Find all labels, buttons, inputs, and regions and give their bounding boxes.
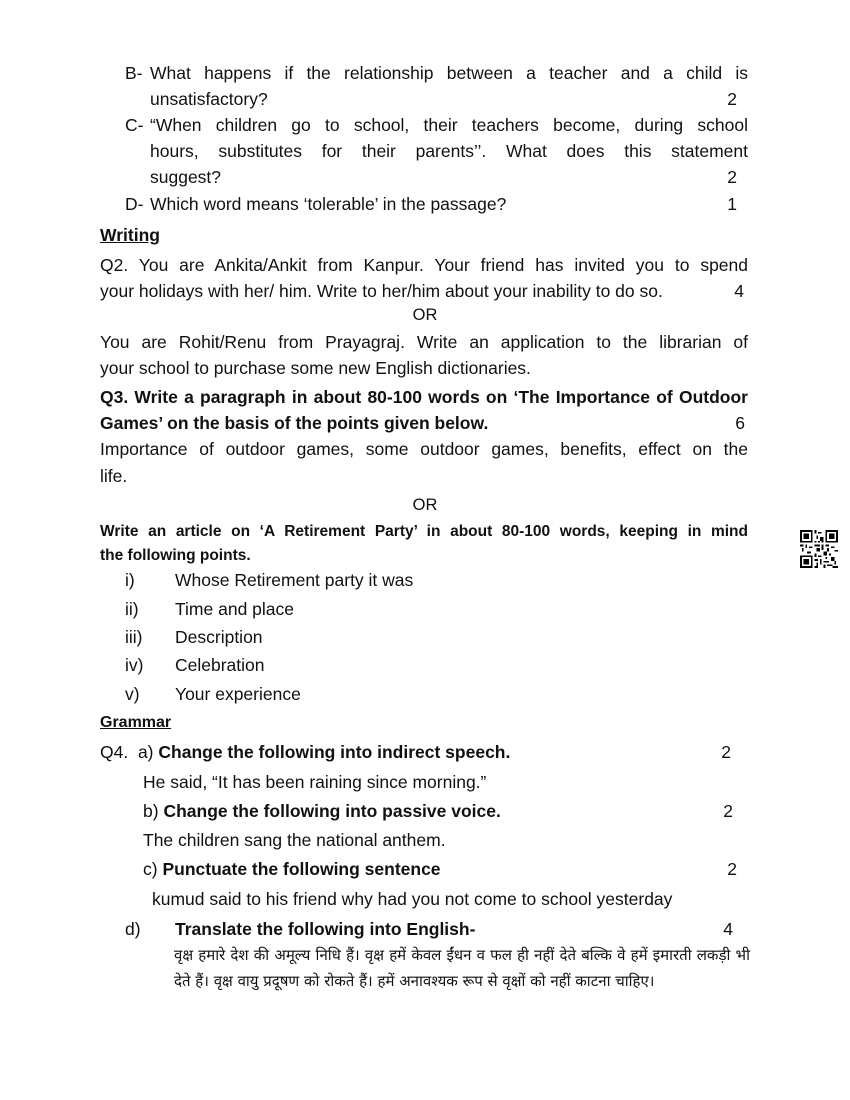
q4-a-sentence: He said, “It has been raining since morning.” (143, 772, 487, 792)
question-c-line3: suggest? (150, 167, 222, 187)
question-b-line2: unsatisfactory? (150, 89, 268, 109)
q3-or: OR (412, 496, 438, 514)
q2-text-line1: You are Ankita/Ankit from Kanpur. Your friend has invited you to spend (138, 255, 749, 275)
q4-c-marks: 2 (727, 859, 737, 879)
q4-a-marks: 2 (721, 742, 731, 762)
q2-label: Q2. (100, 255, 129, 275)
q4-d-instruction: Translate the following into English- (175, 919, 476, 939)
q4-d-prefix: d) (125, 919, 141, 939)
q4-c-row (143, 856, 441, 882)
question-c-marks: 2 (727, 167, 737, 187)
q3-alt-line2: the following points. (100, 547, 251, 564)
list-item: Description (175, 627, 263, 647)
question-c-line1: “When children go to school, their teachers become, during school (150, 115, 748, 135)
q3-line1: Q3. Write a paragraph in about 80-100 words on ‘The Importance of Outdoor (100, 387, 748, 407)
grammar-heading: Grammar (100, 714, 172, 731)
q4-b-marks: 2 (723, 801, 733, 821)
list-item: Whose Retirement party it was (175, 570, 414, 590)
q3-alt-line1: Write an article on ‘A Retirement Party’ in about 80-100 words, keeping in mind (100, 523, 748, 540)
q4-a-row (100, 739, 510, 765)
q4-b-prefix: b) (143, 801, 159, 821)
q3-marks: 6 (735, 413, 745, 433)
q4-c-instruction: Punctuate the following sentence (162, 859, 441, 879)
question-c-line2: hours, substitutes for their parents’’. What does this statement (150, 141, 748, 161)
list-item-num: iii) (125, 627, 143, 647)
q2-alt-line2: your school to purchase some new English dictionaries. (100, 358, 531, 378)
q2-or: OR (412, 306, 438, 324)
q4-b-row (143, 798, 501, 824)
q4-label: Q4. (100, 742, 129, 762)
question-b-line1: What happens if the relationship between a teacher and a child is (150, 63, 748, 83)
q4-b-sentence: The children sang the national anthem. (143, 830, 446, 850)
q4-d-marks: 4 (723, 919, 733, 939)
q4-a-instruction: Change the following into indirect speech. (158, 742, 511, 762)
list-item-num: v) (125, 684, 140, 704)
qr-code-icon (800, 530, 838, 568)
list-item-num: i) (125, 570, 135, 590)
writing-heading: Writing (100, 225, 160, 245)
q2-marks: 4 (734, 281, 744, 301)
q4-d-hindi-passage: वृक्ष हमारे देश की अमूल्य निधि हैं। वृक्ष हमें केवल ईंधन व फल ही नहीं देते बल्कि वे हमें इमारती लकड़ी भी देते हैं। वृक्ष वायु प्रदूषण को रोकते हैं। हमें अनावश्यक रूप से वृक्षों को नहीं काटना चाहिए। (174, 946, 750, 990)
list-item: Your experience (175, 684, 301, 704)
q2-line2: your holidays with her/ him. Write to her/him about your inability to do so. (100, 281, 663, 301)
question-b-marks: 2 (727, 89, 737, 109)
list-item-num: iv) (125, 655, 144, 675)
list-item-num: ii) (125, 599, 139, 619)
question-b-label: B- (125, 63, 143, 83)
question-d-text: Which word means ‘tolerable’ in the passage? (150, 194, 507, 214)
q2-alt-line1: You are Rohit/Renu from Prayagraj. Write an application to the librarian of (100, 332, 748, 352)
q4-c-prefix: c) (143, 859, 158, 879)
q3-line2: Games’ on the basis of the points given below. (100, 413, 489, 433)
q2-line1 (100, 252, 748, 278)
q4-a-prefix: a) (137, 742, 154, 762)
q3-points-line1: Importance of outdoor games, some outdoor games, benefits, effect on the (100, 439, 748, 459)
q4-b-instruction: Change the following into passive voice. (163, 801, 501, 821)
q4-c-sentence: kumud said to his friend why had you not come to school yesterday (152, 889, 673, 909)
q3-points-line2: life. (100, 466, 128, 486)
question-c-label: C- (125, 115, 144, 135)
question-d-marks: 1 (727, 194, 737, 214)
list-item: Time and place (175, 599, 294, 619)
question-d-label: D- (125, 194, 144, 214)
list-item: Celebration (175, 655, 265, 675)
